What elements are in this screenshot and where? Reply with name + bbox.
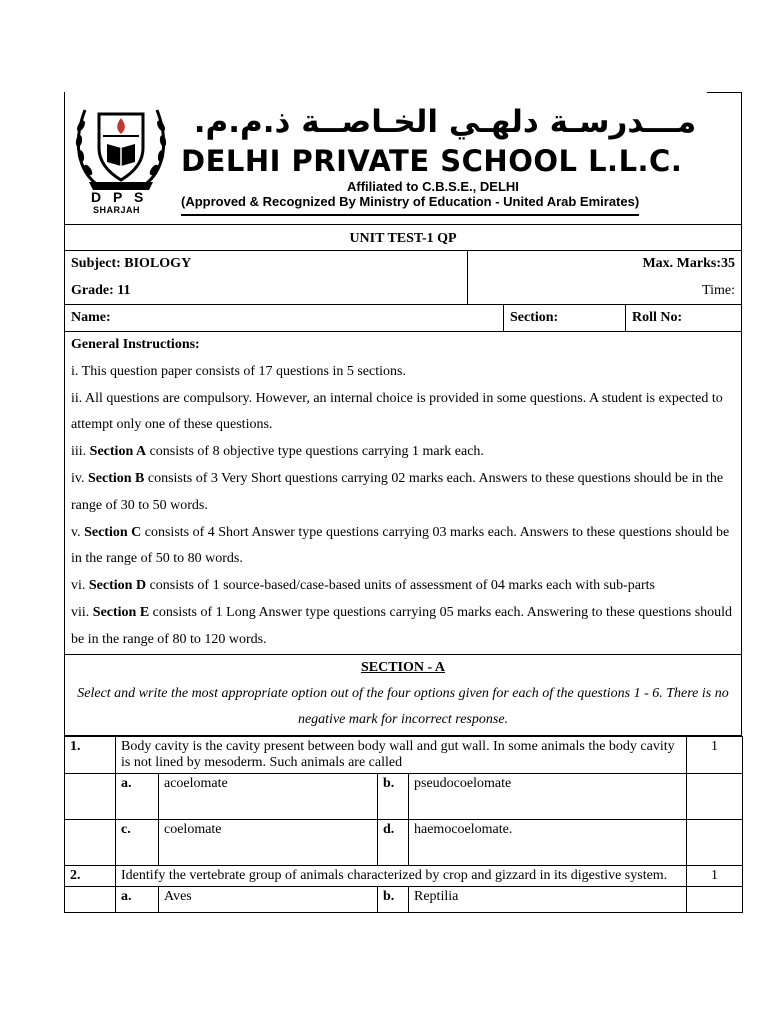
question-paper [64,92,742,913]
instruction-ii: ii. All questions are compulsory. However, an internal choice is provided in some questions. A student is expected to attempt only one of these questions. [71,390,723,433]
school-name-arabic: مـــدرسـة دلهـي الخـاصــة ذ.م.م. [193,104,697,140]
blank-cell [687,773,743,819]
paper-meta [64,251,742,305]
blank-cell [65,773,116,819]
option-b[interactable]: pseudocoelomate [409,773,687,819]
question-number: 2. [65,865,116,886]
instruction-prefix: v. [71,524,85,540]
option-label: a. [116,886,159,912]
blank-cell [687,819,743,865]
instruction-text: consists of 3 Very Short questions carrying 02 marks each. Answers to these questions should be in the range of 30 to 50 words. [71,470,724,513]
school-name: DELHI PRIVATE SCHOOL L.L.C. [181,144,683,178]
letterhead [64,92,742,224]
instruction-prefix: vi. [71,578,89,594]
options-row [65,886,743,912]
name-field[interactable]: Name: [65,305,504,331]
max-marks: Max. Marks:35 [642,256,735,271]
section-a-header [64,655,742,736]
general-instructions [64,332,742,655]
blank-cell [65,819,116,865]
option-label: b. [378,886,409,912]
section-field[interactable]: Section: [504,305,626,331]
instruction-text: consists of 1 source-based/case-based units of assessment of 04 marks each with sub-parts [146,578,655,594]
instruction-section-name: Section D [88,578,147,594]
instruction-prefix: iii. [71,444,90,460]
grade: Grade: 11 [71,283,131,298]
meta-right [468,251,741,304]
options-row [65,819,743,865]
student-details-row [64,305,742,332]
questions-table [64,736,743,913]
option-label: d. [378,819,409,865]
instruction-section-name: Section A [89,444,147,460]
question-text: Body cavity is the cavity present between body wall and gut wall. In some animals the body cavity is not lined by mesoderm. Such animals are called [116,736,687,773]
option-label: a. [116,773,159,819]
option-a[interactable]: Aves [159,886,378,912]
instruction-i: i. This question paper consists of 17 questions in 5 sections. [71,363,406,379]
logo-location: SHARJAH [93,205,141,215]
blank-cell [65,886,116,912]
time: Time: [702,283,735,298]
letterhead-top-rule [707,92,742,93]
paper-title: UNIT TEST-1 QP [64,224,742,251]
instruction-text: consists of 4 Short Answer type questions carrying 03 marks each. Answers to these questions should be in the range of 50 to 80 words. [71,524,730,567]
options-row [65,773,743,819]
question-row [65,865,743,886]
instruction-iii [71,439,735,466]
roll-number-field[interactable]: Roll No: [632,310,683,325]
instruction-vii [71,600,735,654]
option-label: b. [378,773,409,819]
instruction-section-name: Section C [84,524,142,540]
instruction-section-name: Section B [87,470,145,486]
option-b[interactable]: Reptilia [409,886,687,912]
subject: Subject: BIOLOGY [71,256,192,271]
question-marks: 1 [687,865,743,886]
option-d[interactable]: haemocoelomate. [409,819,687,865]
section-a-note: Select and write the most appropriate option out of the four options given for each of the questions 1 - 6. There is no negative mark for incorrect response. [77,685,729,727]
option-c[interactable]: coelomate [159,819,378,865]
instruction-prefix: iv. [71,470,88,486]
option-a[interactable]: acoelomate [159,773,378,819]
affiliation: Affiliated to C.B.S.E., DELHI [347,179,519,194]
question-text: Identify the vertebrate group of animals characterized by crop and gizzard in its digestive system. [116,865,687,886]
option-label: c. [116,819,159,865]
approval-note: (Approved & Recognized By Ministry of Education - United Arab Emirates) [181,194,639,216]
instruction-vi [71,573,735,600]
question-number: 1. [65,736,116,773]
instruction-iv [71,466,735,520]
logo-initials: D P S [91,189,148,205]
section-a-title: SECTION - A [360,659,446,675]
question-row [65,736,743,773]
instructions-heading: General Instructions: [71,337,200,352]
instruction-prefix: vii. [71,604,93,620]
instruction-section-name: Section E [92,604,150,620]
instruction-text: consists of 1 Long Answer type questions carrying 05 marks each. Answering to these questions should be in the range of 80 to 120 words. [71,604,733,647]
question-marks: 1 [687,736,743,773]
blank-cell [687,886,743,912]
instruction-v [71,520,735,574]
instruction-text: consists of 8 objective type questions carrying 1 mark each. [146,444,484,460]
meta-left [65,251,468,304]
